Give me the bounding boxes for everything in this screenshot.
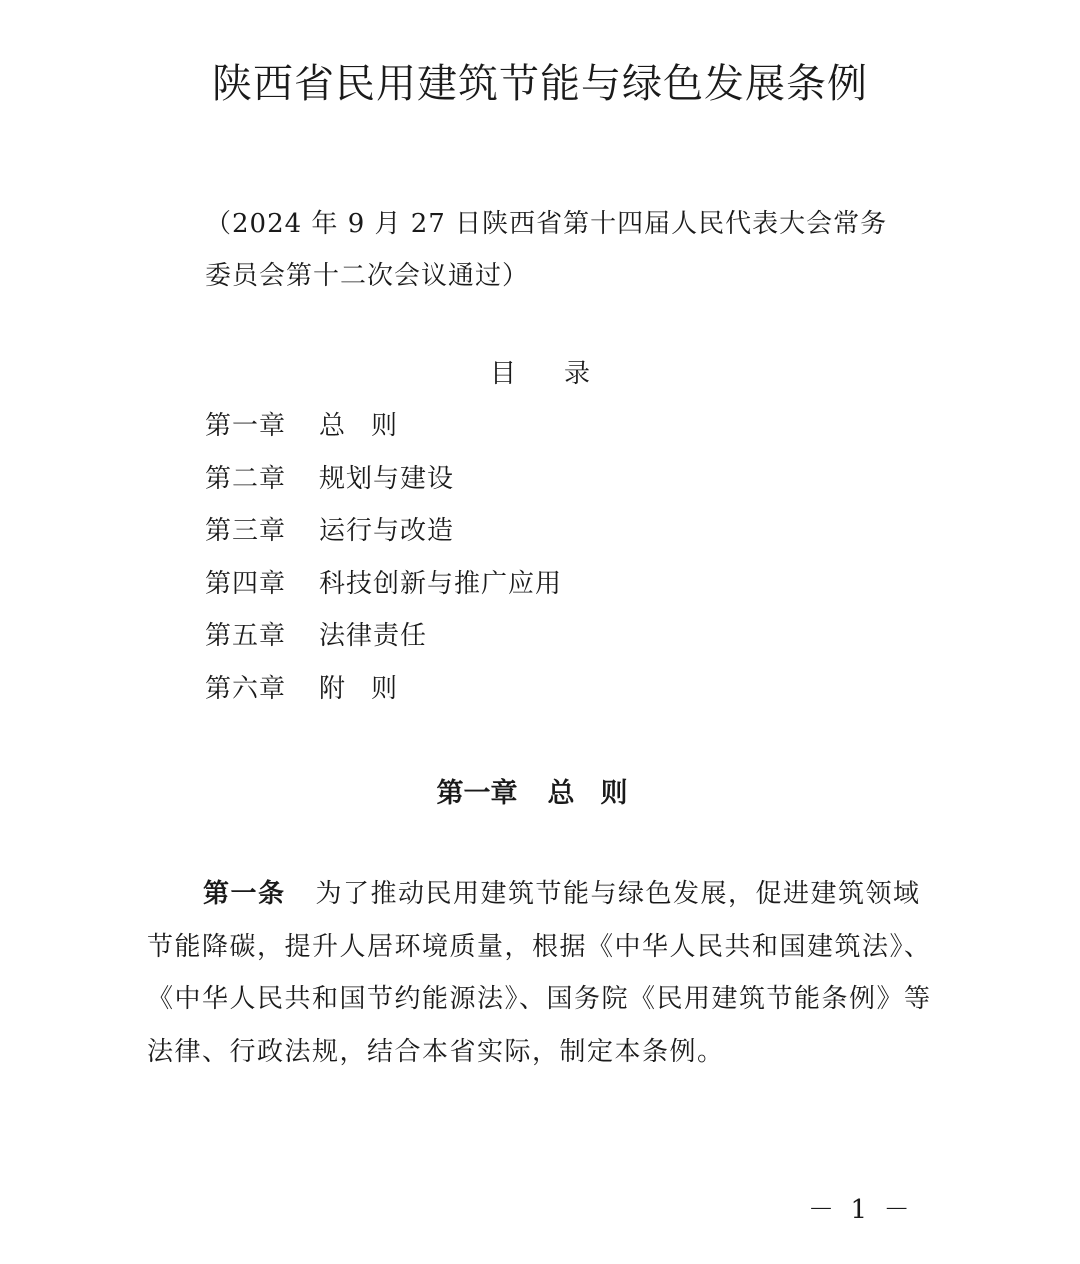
article-line-3: 《中华人民共和国节约能源法》、国务院《民用建筑节能条例》等: [147, 984, 932, 1014]
toc-chapter-name: 总则: [319, 411, 424, 441]
toc-chapter-number: 第二章: [205, 463, 287, 494]
chapter-name: 总则: [547, 778, 654, 809]
article-1: [147, 868, 947, 1078]
article-line-1: [147, 868, 947, 921]
toc-chapter-number: 第六章: [205, 673, 287, 704]
toc-heading: 目录: [489, 359, 638, 389]
toc-chapter-number: 第一章: [205, 411, 287, 441]
chapter-heading: [0, 768, 1080, 820]
toc-chapter-name: 附则: [319, 673, 424, 704]
article-line-4: 法律、行政法规，结合本省实际，制定本条例。: [147, 1036, 725, 1067]
toc-chapter-name: 科技创新与推广应用: [319, 568, 563, 599]
adoption-note: [205, 198, 905, 302]
document-title: 陕西省民用建筑节能与绿色发展条例: [212, 61, 868, 107]
toc-item-chapter-4: [205, 558, 562, 611]
toc-chapter-name: 运行与改造: [319, 516, 455, 546]
toc-chapter-name: 法律责任: [319, 621, 428, 651]
adoption-note-line-2: 委员会第十二次会议通过）: [205, 261, 530, 291]
toc-item-chapter-1: [205, 400, 562, 453]
adoption-note-line-1: （2024 年 9 月 27 日陕西省第十四届人民代表大会常务: [205, 209, 888, 239]
chapter-number: 第一章: [436, 778, 518, 809]
toc-chapter-name: 规划与建设: [319, 463, 455, 494]
page-number: － 1 －: [808, 1195, 910, 1225]
table-of-contents: [205, 400, 562, 715]
toc-chapter-number: 第三章: [205, 516, 287, 546]
toc-chapter-number: 第四章: [205, 568, 287, 599]
toc-chapter-number: 第五章: [205, 621, 287, 651]
article-label: 第一条: [203, 879, 286, 909]
article-text: 为了推动民用建筑节能与绿色发展，促进建筑领域: [315, 879, 921, 909]
toc-item-chapter-5: [205, 610, 562, 663]
toc-item-chapter-6: [205, 663, 562, 716]
article-line-2: 节能降碳，提升人居环境质量，根据《中华人民共和国建筑法》、: [147, 931, 932, 962]
toc-item-chapter-3: [205, 505, 562, 558]
toc-item-chapter-2: [205, 453, 562, 506]
